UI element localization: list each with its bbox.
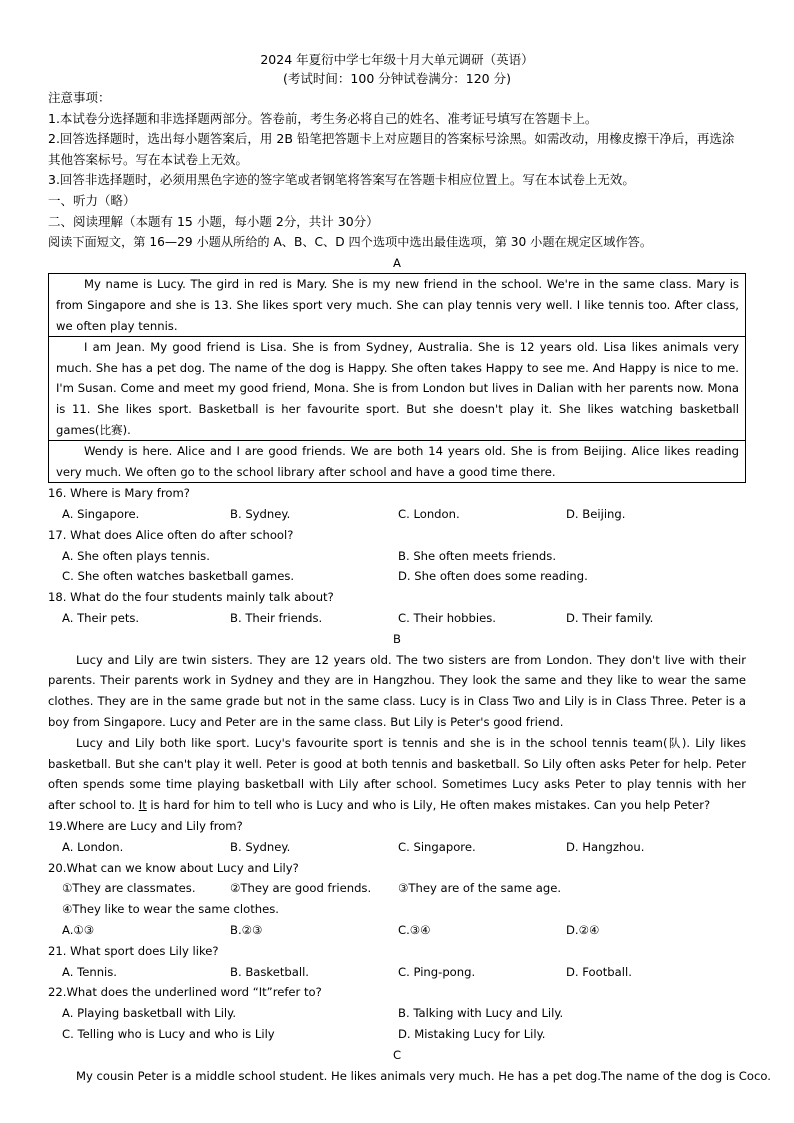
- option-b: B. Basketball.: [230, 964, 309, 979]
- option-a: A.①③: [62, 923, 95, 938]
- reading-instruction: 阅读下面短文，第 16—29 小题从所给的 A、B、C、D 四个选项中选出最佳选项，第 30 小题在规定区域作答。: [48, 235, 653, 250]
- passage-a-paragraph-3: Wendy is here. Alice and I are good friends. We are both 14 years old. She is from Beijing. Alice likes reading very much. We often go to the school library after school and have a good time there.: [49, 440, 745, 482]
- passage-c-paragraph-1: My cousin Peter is a middle school student. He likes animals very much. He has a pet dog.The name of the dog is Coco.: [76, 1068, 771, 1083]
- exam-page: [48, 50, 771, 1086]
- option-d: D. Hangzhou.: [566, 839, 645, 854]
- statement-4: ④They like to wear the same clothes.: [62, 902, 279, 917]
- option-a: A. Singapore.: [62, 507, 140, 522]
- question-18-options: [48, 608, 746, 629]
- section-listening: 一、听力（略）: [48, 192, 136, 208]
- question-22-options-row-1: [48, 1003, 746, 1024]
- option-d: D. Mistaking Lucy for Lily.: [398, 1027, 546, 1041]
- question-21-options: [48, 962, 746, 983]
- section-reading: 二、阅读理解（本题有 15 小题，每小题 2分，共计 30分）: [48, 213, 379, 229]
- question-17: 17. What does Alice often do after school?: [48, 527, 294, 542]
- question-20-statements-row-1: [48, 878, 746, 899]
- statement-3: ③They are of the same age.: [398, 881, 562, 896]
- option-b: B. She often meets friends.: [398, 548, 556, 563]
- option-c: C. Their hobbies.: [398, 611, 496, 626]
- passage-b-paragraph-1: Lucy and Lily are twin sisters. They are 12 years old. The two sisters are from London. They don't live with their parents. Their parents work in Sydney and they are in Hangzhou. They look the same and they like to wear the same clothes. They are in the same grade but not in the same class. Lucy is in Class Two and Lily is in Class Three. Peter is a boy from Singapore. Lucy and Peter are in the same class. But Lily is Peter's good friend.: [48, 652, 746, 730]
- passage-c-label: C: [392, 1047, 402, 1062]
- question-16-options: [48, 504, 746, 525]
- passage-b-text-before: Lucy and Lily both like sport. Lucy's favourite sport is tennis and she is in the school tennis team(队). Lily likes basketball. But she can't play it well. Peter is good at both tennis and basketball. So Lily often asks Peter for help. Peter often spends some time playing basketball with Lily after school. Sometimes Lucy asks Peter to play tennis with her after school to.: [48, 735, 746, 813]
- option-b: B. Sydney.: [230, 839, 291, 854]
- question-22: 22.What does the underlined word “It”refer to?: [48, 985, 322, 1000]
- question-17-options-row-1: [48, 546, 746, 567]
- passage-b-label: B: [393, 631, 401, 646]
- option-b: B. Sydney.: [230, 507, 291, 522]
- option-d: D.②④: [566, 923, 600, 938]
- question-20-statements-row-2: [48, 899, 746, 920]
- passage-b-paragraph-2: [48, 733, 746, 816]
- question-22-options-row-2: [48, 1024, 746, 1045]
- question-18: 18. What do the four students mainly talk about?: [48, 590, 334, 605]
- option-a: A. She often plays tennis.: [62, 548, 210, 563]
- question-19: 19.Where are Lucy and Lily from?: [48, 819, 243, 834]
- passage-a-paragraph-2: I am Jean. My good friend is Lisa. She is from Sydney, Australia. She is 12 years old. Lisa likes animals very much. She has a pet dog. The name of the dog is Happy. She often takes Happy to see me. And Happy is nice to me. I'm Susan. Come and meet my good friend, Mona. She is from London but lives in Dalian with her parents now. Mona is 11. She likes sport. Basketball is her favourite sport. But she doesn't play it. She likes watching basketball games(比赛).: [49, 336, 745, 440]
- option-d: D. Their family.: [566, 611, 654, 626]
- option-a: A. Tennis.: [62, 964, 117, 979]
- notice-item-1: 1.本试卷分选择题和非选择题两部分。答卷前，考生务必将自己的姓名、准考证号填写在答题卡上。: [48, 110, 598, 126]
- question-20-options: [48, 920, 746, 941]
- option-c: C. She often watches basketball games.: [62, 569, 295, 584]
- notice-item-3: 3.回答非选择题时，必须用黑色字迹的签字笔或者钢笔将答案写在答题卡相应位置上。写在本试卷上无效。: [48, 172, 635, 188]
- statement-1: ①They are classmates.: [62, 881, 196, 896]
- option-a: A. Playing basketball with Lily.: [62, 1006, 237, 1021]
- option-b: B. Talking with Lucy and Lily.: [398, 1006, 564, 1021]
- question-16: 16. Where is Mary from?: [48, 486, 190, 501]
- option-c: C. Ping-pong.: [398, 964, 476, 979]
- option-c: C. Singapore.: [398, 839, 476, 854]
- exam-title: 2024 年夏衍中学七年级十月大单元调研（英语）: [260, 52, 534, 67]
- underlined-word: It: [138, 798, 147, 813]
- passage-b-text-after: is hard for him to tell who is Lucy and who is Lily, He often makes mistakes. Can you help Peter?: [146, 798, 711, 813]
- option-c: C.③④: [398, 923, 431, 938]
- exam-subtitle: (考试时间：100 分钟试卷满分：120 分): [283, 71, 511, 86]
- option-c: C. London.: [398, 507, 460, 522]
- option-a: A. Their pets.: [62, 611, 140, 626]
- question-21: 21. What sport does Lily like?: [48, 943, 219, 958]
- passage-a-paragraph-1: My name is Lucy. The gird in red is Mary. She is my new friend in the school. We're in the same class. Mary is from Singapore and she is 13. She likes sport very much. She can play tennis very well. I like tennis too. After class, we often play tennis.: [56, 277, 739, 333]
- option-b: B. Their friends.: [230, 611, 323, 626]
- notice-item-2: 2.回答选择题时，选出每小题答案后，用 2B 铅笔把答题卡上对应题目的答案标号涂黑。如需改动，用橡皮擦干净后，再选涂其他答案标号。写在本试卷上无效。: [48, 131, 735, 167]
- question-17-options-row-2: [48, 566, 746, 587]
- question-19-options: [48, 837, 746, 858]
- option-d: D. Beijing.: [566, 507, 626, 522]
- option-c: C. Telling who is Lucy and who is Lily: [62, 1027, 275, 1041]
- passage-a-box: [48, 273, 746, 483]
- option-a: A. London.: [62, 839, 124, 854]
- passage-a-label: A: [393, 255, 401, 270]
- option-d: D. Football.: [566, 964, 632, 979]
- question-20: 20.What can we know about Lucy and Lily?: [48, 860, 299, 875]
- option-b: B.②③: [230, 923, 263, 938]
- statement-2: ②They are good friends.: [230, 881, 372, 896]
- notice-heading: 注意事项：: [48, 90, 111, 105]
- option-d: D. She often does some reading.: [398, 569, 588, 584]
